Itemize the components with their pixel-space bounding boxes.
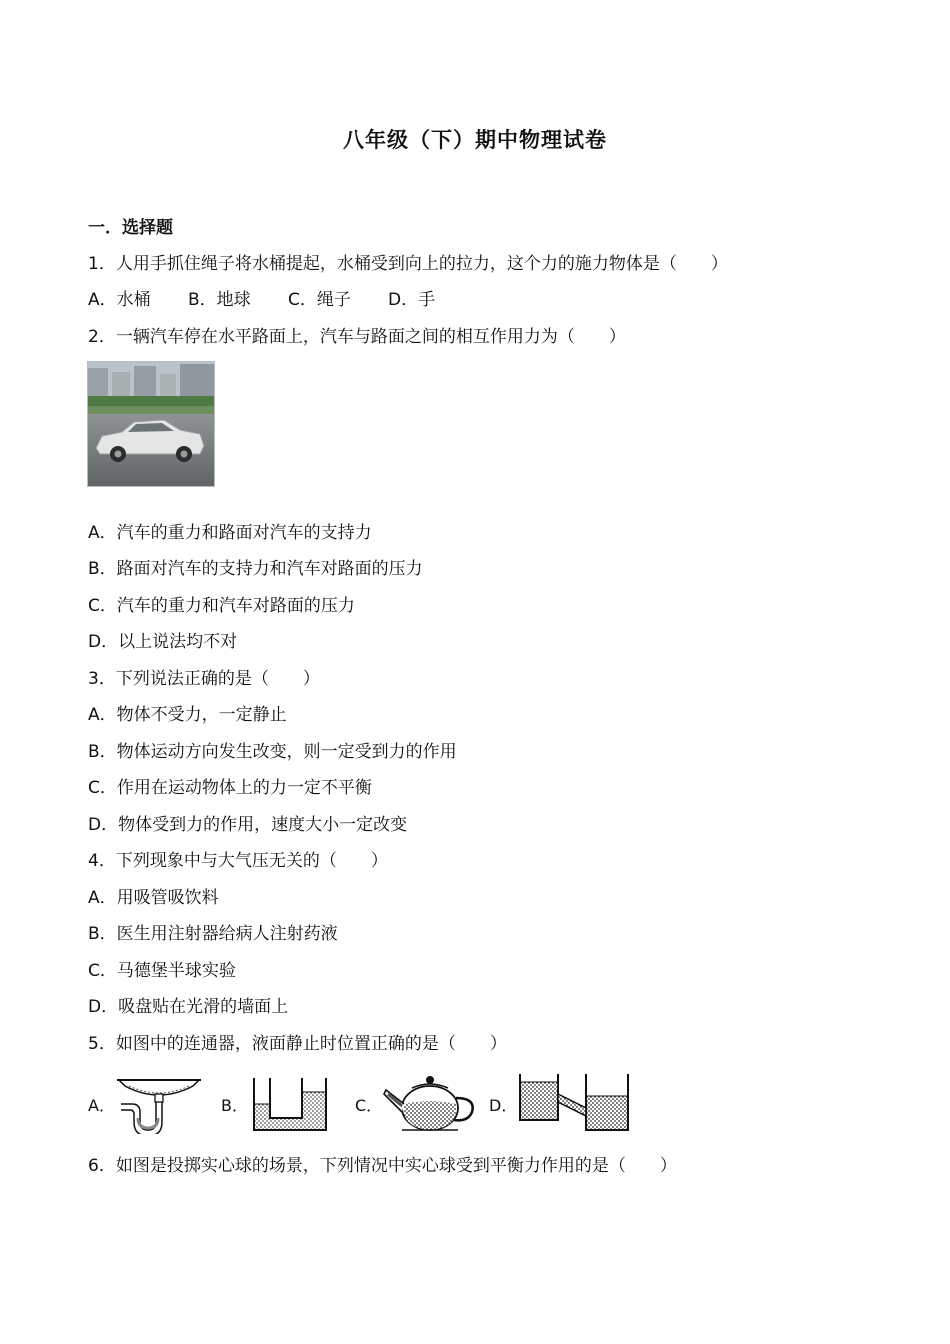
question-5-stem: 5．如图中的连通器，液面静止时位置正确的是（ ） <box>88 1034 507 1054</box>
u-tube-container-figure <box>248 1074 330 1134</box>
q4-option-a: A．用吸管吸饮料 <box>88 888 219 908</box>
q4-option-c: C．马德堡半球实验 <box>88 961 236 981</box>
two-tanks-connected-figure <box>516 1070 632 1134</box>
q2-option-a: A．汽车的重力和路面对汽车的支持力 <box>88 523 372 543</box>
section-heading: 一．选择题 <box>88 218 173 238</box>
question-4-stem: 4．下列现象中与大气压无关的（ ） <box>88 851 388 871</box>
q4-option-d: D．吸盘贴在光滑的墙面上 <box>88 997 289 1017</box>
sink-drain-trap-figure <box>115 1074 203 1134</box>
q2-option-c: C．汽车的重力和汽车对路面的压力 <box>88 596 355 616</box>
question-2-stem: 2．一辆汽车停在水平路面上，汽车与路面之间的相互作用力为（ ） <box>88 327 626 347</box>
car-image-svg <box>88 362 214 486</box>
q1-option-c: C．绳子 <box>288 290 351 310</box>
question-3-stem: 3．下列说法正确的是（ ） <box>88 669 320 689</box>
question-1-stem: 1．人用手抓住绳子将水桶提起，水桶受到向上的拉力，这个力的施力物体是（ ） <box>88 254 728 274</box>
q3-option-c: C．作用在运动物体上的力一定不平衡 <box>88 778 372 798</box>
q5-label-a: A． <box>88 1096 115 1115</box>
q5-label-d: D． <box>489 1096 518 1115</box>
q1-option-a: A．水桶 <box>88 290 151 310</box>
q3-option-a: A．物体不受力，一定静止 <box>88 705 287 725</box>
q3-option-d: D．物体受到力的作用，速度大小一定改变 <box>88 815 408 835</box>
q1-option-d: D．手 <box>388 290 436 310</box>
question-6-stem: 6．如图是投掷实心球的场景，下列情况中实心球受到平衡力作用的是（ ） <box>88 1156 677 1176</box>
q5-label-c: C． <box>355 1096 383 1115</box>
parked-car-photo <box>87 361 215 487</box>
q1-option-b: B．地球 <box>188 290 251 310</box>
question-1-options <box>88 288 435 312</box>
q4-option-b: B．医生用注射器给病人注射药液 <box>88 924 338 944</box>
q2-option-b: B．路面对汽车的支持力和汽车对路面的压力 <box>88 559 423 579</box>
teapot-figure <box>382 1068 480 1134</box>
q3-option-b: B．物体运动方向发生改变，则一定受到力的作用 <box>88 742 457 762</box>
q2-option-d: D．以上说法均不对 <box>88 632 238 652</box>
q5-label-b: B． <box>221 1096 248 1115</box>
page-title: 八年级（下）期中物理试卷 <box>343 128 607 152</box>
